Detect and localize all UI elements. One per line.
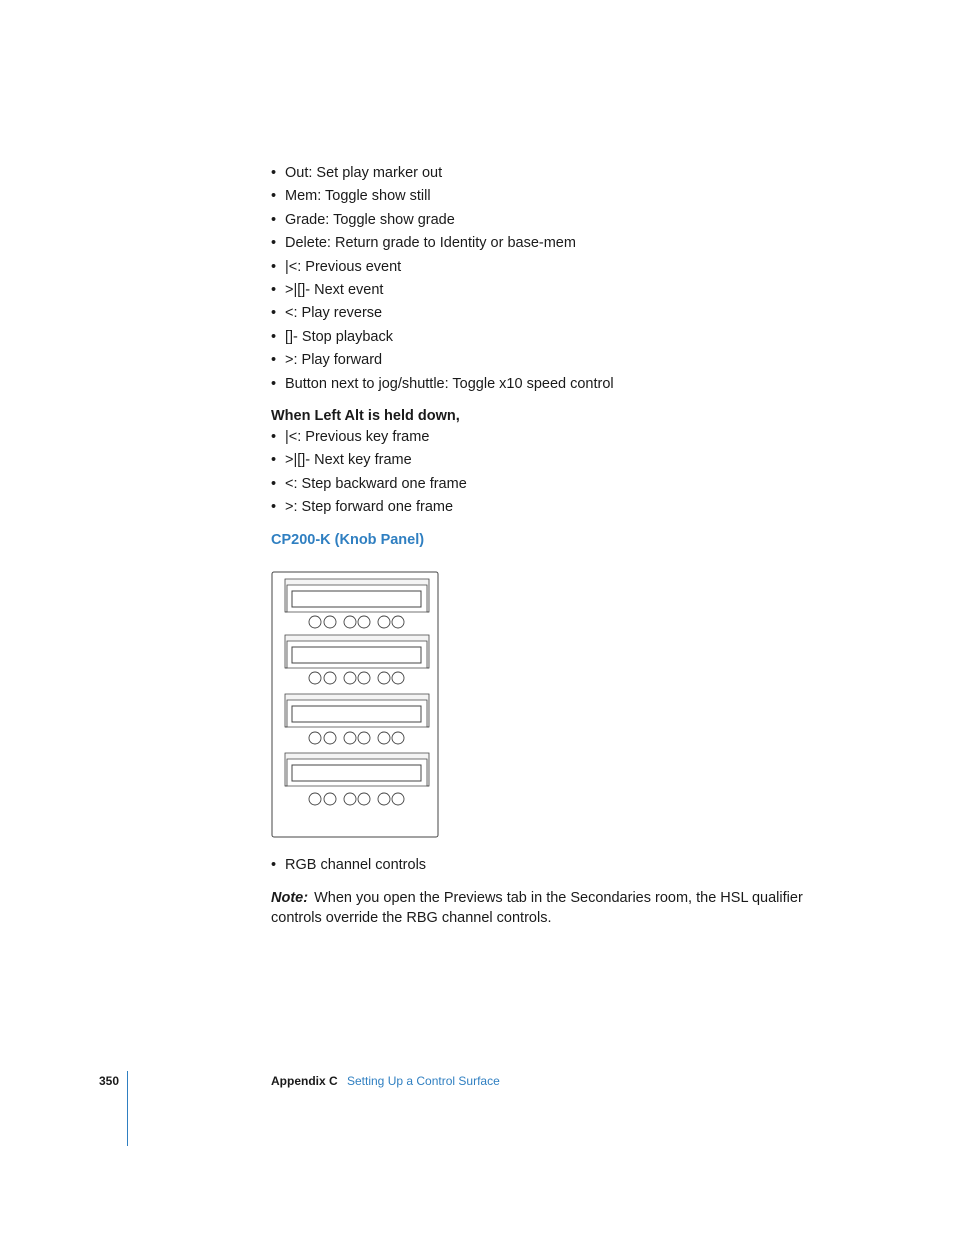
list-item: • <: Play reverse xyxy=(271,304,614,327)
footer-chapter-title: Setting Up a Control Surface xyxy=(347,1074,500,1088)
list-item: • |<: Previous event xyxy=(271,258,614,281)
list-item: • []- Stop playback xyxy=(271,328,614,351)
knob-panel-list xyxy=(271,856,426,879)
left-alt-command-list xyxy=(271,428,467,522)
command-list xyxy=(271,164,614,398)
note-label: Note: xyxy=(271,890,309,906)
knob-panel-illustration xyxy=(271,571,439,838)
section-heading: CP200-K (Knob Panel) xyxy=(271,532,425,548)
page-number: 350 xyxy=(99,1074,120,1088)
left-alt-subheading: When Left Alt is held down, xyxy=(271,408,460,424)
list-item: • RGB channel controls xyxy=(271,856,426,879)
note-paragraph xyxy=(271,888,811,928)
list-item: • Mem: Toggle show still xyxy=(271,187,614,210)
list-item: • <: Step backward one frame xyxy=(271,475,467,498)
list-item: • |<: Previous key frame xyxy=(271,428,467,451)
list-item: • >: Play forward xyxy=(271,351,614,374)
note-text: When you open the Previews tab in the Secondaries room, the HSL qualifier controls override the RBG channel controls. xyxy=(271,890,803,926)
list-item: • Out: Set play marker out xyxy=(271,164,614,187)
list-item: • Grade: Toggle show grade xyxy=(271,211,614,234)
list-item: • >: Step forward one frame xyxy=(271,498,467,521)
list-item: • Button next to jog/shuttle: Toggle x10 speed control xyxy=(271,375,614,398)
footer-appendix-label: Appendix C xyxy=(271,1074,338,1088)
list-item: • >|[]- Next key frame xyxy=(271,451,467,474)
footer-divider xyxy=(127,1071,128,1146)
list-item: • >|[]- Next event xyxy=(271,281,614,304)
list-item: • Delete: Return grade to Identity or base-mem xyxy=(271,234,614,257)
